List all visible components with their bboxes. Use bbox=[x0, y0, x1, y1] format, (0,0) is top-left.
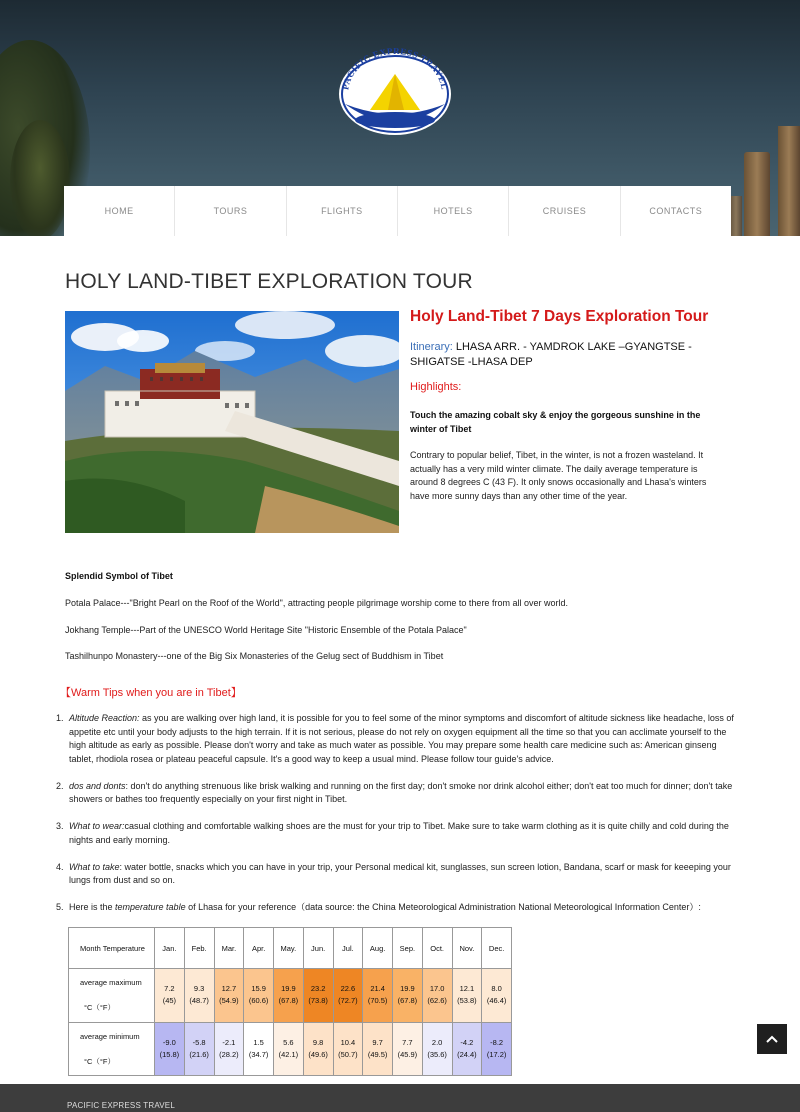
chevron-up-icon bbox=[766, 1035, 778, 1043]
temperature-cell bbox=[303, 969, 333, 1022]
month-header: Sep. bbox=[393, 928, 423, 969]
itinerary-text: LHASA ARR. - YAMDROK LAKE –GYANGTSE - SHIGATSE -LHASA DEP bbox=[410, 341, 692, 368]
month-header: Nov. bbox=[452, 928, 482, 969]
fahrenheit-value: (67.8) bbox=[278, 996, 299, 1006]
celsius-value: 19.9 bbox=[281, 984, 296, 994]
fahrenheit-value: (28.2) bbox=[219, 1049, 239, 1059]
nav-home[interactable]: HOME bbox=[64, 186, 175, 236]
tip-number: 4. bbox=[56, 861, 64, 872]
highlight-body: Contrary to popular belief, Tibet, in the winter, is not a frozen wasteland. It actually has a very mild winter climate. The daily average temperature is around 8 degrees C (43 F). It only snows occasionally and Lhasa's winters have more sunny days than any other time of the year. bbox=[410, 450, 707, 501]
tip-text bbox=[69, 861, 736, 888]
celsius-value: -2.1 bbox=[222, 1037, 236, 1047]
tip-number: 2. bbox=[56, 780, 64, 791]
temperature-cell bbox=[303, 1022, 333, 1075]
fahrenheit-value: (53.8) bbox=[457, 996, 477, 1006]
celsius-value: 22.6 bbox=[340, 984, 356, 994]
tip-body: as you are walking over high land, it is possible for you to feel some of the minor symptoms and discomfort of altitude sickness like headache, loss of appetite etc until your body adjusts to the high terrain. If it is not serious, please do not rely on oxygen equipment all the time so that you can acclimate yourself to the high altitude as early as possible. Please don't worry and take as much water as possible. You may prepare some health care medicine such as: American ginseng tablet, rhodiola rosea or plateau peaceful capsule. It's a good way to keep a usual mind. Please follow tour guide's advice. bbox=[69, 713, 734, 764]
table-corner-header: Month Temperature bbox=[69, 928, 155, 969]
celsius-value: 21.4 bbox=[370, 984, 385, 994]
celsius-value: 12.1 bbox=[459, 984, 475, 994]
symbol-line-potala: Potala Palace---"Bright Pearl on the Roof of the World", attracting people pilgrimage worship come to there from all over world. bbox=[65, 598, 568, 608]
tip-number: 1. bbox=[56, 713, 64, 723]
fahrenheit-value: (45.9) bbox=[397, 1049, 418, 1059]
fahrenheit-value: (62.6) bbox=[427, 996, 447, 1006]
itinerary bbox=[410, 340, 730, 370]
celsius-value: 15.9 bbox=[251, 984, 266, 994]
month-header: Apr. bbox=[244, 928, 274, 969]
fahrenheit-value: (34.7) bbox=[248, 1049, 269, 1059]
footer-brand: PACIFIC EXPRESS TRAVEL bbox=[67, 1101, 175, 1110]
symbol-line-tashilhunpo: Tashilhunpo Monastery---one of the Big Six Monasteries of the Gelug sect of Buddhism in Tibet bbox=[65, 651, 444, 661]
row-label: average minimum bbox=[80, 1031, 140, 1041]
temperature-cell bbox=[184, 1022, 214, 1075]
tips-list bbox=[56, 712, 736, 928]
celsius-value: 12.7 bbox=[221, 984, 237, 994]
fahrenheit-value: (72.7) bbox=[338, 996, 358, 1006]
fahrenheit-value: (45) bbox=[162, 996, 177, 1006]
fahrenheit-value: (35.6) bbox=[427, 1049, 447, 1059]
celsius-value: -5.8 bbox=[192, 1037, 206, 1047]
hero-banner bbox=[0, 0, 800, 236]
celsius-value: -4.2 bbox=[460, 1037, 474, 1047]
temperature-cell bbox=[274, 1022, 304, 1075]
table-row-average-maximum bbox=[69, 969, 512, 1022]
celsius-value: 19.9 bbox=[400, 984, 415, 994]
row-unit: °C（°F） bbox=[84, 1056, 115, 1066]
fahrenheit-value: (48.7) bbox=[189, 996, 209, 1006]
temperature-cell bbox=[214, 1022, 244, 1075]
page-title: HOLY LAND-TIBET EXPLORATION TOUR bbox=[65, 270, 473, 293]
potala-palace-photo bbox=[65, 311, 399, 533]
fahrenheit-value: (73.8) bbox=[308, 996, 328, 1006]
month-header: Oct. bbox=[422, 928, 452, 969]
month-header: May. bbox=[274, 928, 304, 969]
celsius-value: 8.0 bbox=[491, 984, 502, 994]
tip-lead: dos and donts bbox=[69, 780, 126, 791]
temperature-table bbox=[68, 927, 512, 1076]
celsius-value: -9.0 bbox=[162, 1037, 176, 1047]
tip-pre: Here is the bbox=[69, 902, 116, 912]
itinerary-label: Itinerary: bbox=[410, 341, 453, 353]
fahrenheit-value: (15.8) bbox=[159, 1049, 180, 1059]
tip-item bbox=[56, 861, 736, 888]
temperature-cell bbox=[422, 969, 452, 1022]
tip-item bbox=[56, 901, 736, 915]
temperature-cell bbox=[363, 1022, 393, 1075]
temperature-cell bbox=[422, 1022, 452, 1075]
tip-body: : water bottle, snacks which you can have in your trip, your Personal medical kit, sunglasses, sun screen lotion, Bandana, scarf or mask for keeeping your lungs from dust and so on. bbox=[69, 861, 731, 885]
fahrenheit-value: (49.5) bbox=[367, 1049, 388, 1059]
footer bbox=[0, 1084, 800, 1112]
temperature-cell bbox=[244, 1022, 274, 1075]
main-navigation bbox=[64, 186, 731, 236]
tip-lead: temperature table bbox=[115, 902, 186, 912]
table-header-row bbox=[69, 928, 512, 969]
logo-text: PACIFIC EXPRESS TRAVEL bbox=[340, 48, 450, 91]
tip-number: 3. bbox=[56, 821, 64, 831]
temperature-cell bbox=[244, 969, 274, 1022]
tip-text bbox=[69, 820, 736, 847]
stone-pillar bbox=[744, 152, 770, 236]
scroll-to-top-button[interactable] bbox=[757, 1024, 787, 1054]
tip-body: : don't do anything strenuous like brisk walking and running on the first day; don't smoke nor drink alcohol either; don't eat too much for dinner; don't take showers or bathes too frequently especially on your first night in Tibet. bbox=[69, 780, 733, 804]
tip-item bbox=[56, 780, 736, 807]
month-header: Dec. bbox=[482, 928, 512, 969]
temperature-cell bbox=[363, 969, 393, 1022]
celsius-value: 2.0 bbox=[431, 1037, 443, 1047]
stone-pillar bbox=[730, 196, 742, 236]
table-row-average-minimum bbox=[69, 1022, 512, 1075]
symbol-line-jokhang: Jokhang Temple---Part of the UNESCO World Heritage Site "Historic Ensemble of the Potala Palace" bbox=[65, 625, 467, 635]
row-header bbox=[69, 1022, 155, 1075]
fahrenheit-value: (60.6) bbox=[248, 996, 269, 1006]
tree-silhouette bbox=[10, 120, 70, 236]
temperature-cell bbox=[393, 1022, 423, 1075]
temperature-cell bbox=[452, 1022, 482, 1075]
tip-lead: What to take bbox=[69, 861, 120, 872]
temperature-cell bbox=[333, 1022, 363, 1075]
row-header bbox=[69, 969, 155, 1022]
month-header: Jun. bbox=[303, 928, 333, 969]
highlights-label: Highlights: bbox=[410, 381, 462, 393]
fahrenheit-value: (67.8) bbox=[397, 996, 418, 1006]
fahrenheit-value: (50.7) bbox=[338, 1049, 358, 1059]
brand-logo[interactable] bbox=[338, 48, 452, 136]
fahrenheit-value: (42.1) bbox=[278, 1049, 299, 1059]
temperature-cell bbox=[482, 969, 512, 1022]
month-header: Jan. bbox=[155, 928, 185, 969]
celsius-value: 9.7 bbox=[372, 1037, 383, 1047]
celsius-value: 7.2 bbox=[164, 984, 175, 994]
month-header: Feb. bbox=[184, 928, 214, 969]
celsius-value: 9.3 bbox=[193, 984, 205, 994]
tip-number: 5. bbox=[56, 902, 64, 912]
temperature-cell bbox=[274, 969, 304, 1022]
nav-contacts[interactable]: CONTACTS bbox=[649, 206, 703, 216]
tip-lead: What to wear: bbox=[69, 821, 125, 831]
celsius-value: 17.0 bbox=[429, 984, 445, 994]
tips-heading: 【Warm Tips when you are in Tibet】 bbox=[60, 687, 242, 699]
tour-title: Holy Land-Tibet 7 Days Exploration Tour bbox=[410, 308, 709, 325]
fahrenheit-value: (17.2) bbox=[486, 1049, 507, 1059]
celsius-value: 23.2 bbox=[310, 984, 326, 994]
fahrenheit-value: (24.4) bbox=[457, 1049, 477, 1059]
fahrenheit-value: (54.9) bbox=[219, 996, 239, 1006]
celsius-value: -8.2 bbox=[490, 1037, 504, 1047]
tip-text bbox=[69, 780, 736, 807]
celsius-value: 5.6 bbox=[283, 1037, 294, 1047]
month-header: Mar. bbox=[214, 928, 244, 969]
fahrenheit-value: (49.6) bbox=[308, 1049, 328, 1059]
stone-pillar bbox=[778, 126, 800, 236]
nav-cruises[interactable]: CRUISES bbox=[509, 186, 620, 236]
symbols-heading: Splendid Symbol of Tibet bbox=[65, 571, 173, 581]
temperature-cell bbox=[155, 969, 185, 1022]
month-header: Aug. bbox=[363, 928, 393, 969]
tip-body: casual clothing and comfortable walking shoes are the must for your trip to Tibet. Make sure to take warm clothing as it is quite chilly and cold during the nights and early morning. bbox=[69, 821, 729, 845]
fahrenheit-value: (70.5) bbox=[367, 996, 388, 1006]
temperature-cell bbox=[393, 969, 423, 1022]
celsius-value: 7.7 bbox=[402, 1037, 413, 1047]
row-label: average maximum bbox=[80, 978, 142, 988]
celsius-value: 9.8 bbox=[312, 1037, 324, 1047]
fahrenheit-value: (46.4) bbox=[486, 996, 507, 1006]
month-header: Jul. bbox=[333, 928, 363, 969]
tip-item bbox=[56, 712, 736, 766]
nav-flights[interactable]: FLIGHTS bbox=[287, 186, 398, 236]
tip-body: of Lhasa for your reference（data source: the China Meteorological Administration National Meteorological Information Center）: bbox=[185, 902, 701, 912]
temperature-cell bbox=[333, 969, 363, 1022]
tip-text bbox=[69, 712, 736, 766]
celsius-value: 10.4 bbox=[340, 1037, 356, 1047]
tip-lead: Altitude Reaction: bbox=[69, 713, 140, 723]
tip-text bbox=[69, 901, 736, 915]
tip-item bbox=[56, 820, 736, 847]
temperature-cell bbox=[184, 969, 214, 1022]
celsius-value: 1.5 bbox=[253, 1037, 264, 1047]
nav-tours[interactable]: TOURS bbox=[175, 186, 286, 236]
fahrenheit-value: (21.6) bbox=[189, 1049, 209, 1059]
temperature-cell bbox=[214, 969, 244, 1022]
row-unit: °C（°F） bbox=[84, 1003, 115, 1013]
nav-hotels[interactable]: HOTELS bbox=[398, 186, 509, 236]
temperature-cell bbox=[482, 1022, 512, 1075]
temperature-cell bbox=[155, 1022, 185, 1075]
highlight-heading: Touch the amazing cobalt sky & enjoy the gorgeous sunshine in the winter of Tibet bbox=[410, 410, 701, 434]
temperature-cell bbox=[452, 969, 482, 1022]
